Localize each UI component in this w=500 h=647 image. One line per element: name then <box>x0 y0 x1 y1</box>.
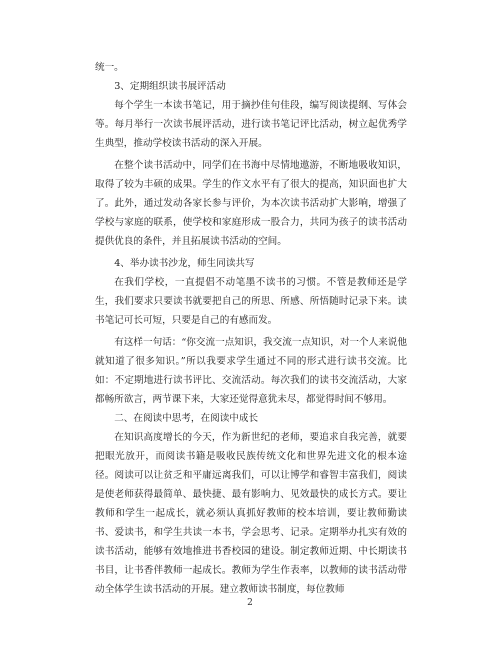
paragraph-reading-notes: 每个学生一本读书笔记，用于摘抄佳句佳段，编写阅读提纲、写体会等。每月举行一次读书展评活动，进行读书笔记评比活动，树立起优秀学生典型，推动学校读书活动的深入开展。 <box>95 100 407 149</box>
document-body <box>95 58 407 599</box>
heading-reading-growth: 二、在阅读中思考，在阅读中成长 <box>114 413 259 424</box>
paragraph-school-habit: 在我们学校，一直提倡不动笔墨不读书的习惯。不管是教师还是学生，我们要求只要读书就要把自己的所思、所感、所悟随时记录下来。读书笔记可长可短，只要是自己的有感而发。 <box>95 277 407 326</box>
paragraph-knowledge-exchange: 有这样一句话：“你交流一点知识，我交流一点知识，对一个人来说他就知道了很多知识。”所以我要求学生通过不同的形式进行读书交流。比如：不定期地进行读书评比、交流活动。每次我们的读书交流活动，大家都畅所欲言，两节课下来，大家还觉得意犹未尽，都觉得时间不够用。 <box>95 337 407 405</box>
heading-reading-salon: 4、举办读书沙龙，师生同读共写 <box>114 258 255 269</box>
heading-reading-exhibition: 3、定期组织读书展评活动 <box>114 81 226 92</box>
page-number: 2 <box>247 598 253 608</box>
paragraph-teacher-growth: 在知识高度增长的今天，作为新世纪的老师，要追求自我完善，就要把眼光放开，而阅读书籍是吸收民族传统文化和世界先进文化的根本途径。阅读可以让贫乏和平庸远离我们，可以让博学和睿智丰富我们，阅读是使老师获得最简单、最快捷、最有影响力、见效最快的成长方式。要让教师和学生一起成长，就必须认真抓好教师的校本培训，要让教师勤读书、爱读书，和学生共读一本书，学会思考、记录。定期举办扎实有效的读书活动，能够有效地推进书香校园的建设。制定教师近期、中长期读书书目，让书香伴教师一起成长。教师为学生作表率，以教师的读书活动带动全体学生读书活动的开展。建立教师读书制度，每位教师 <box>95 432 407 595</box>
paragraph-reading-results: 在整个读书活动中，同学们在书海中尽情地遨游，不断地吸收知识，取得了较为丰硕的成果。学生的作文水平有了很大的提高，知识面也扩大了。此外，通过发动各家长参与评价，为本次读书活动扩大影响，增强了学校与家庭的联系，使学校和家庭形成一股合力，共同为孩子的读书活动提供优良的条件，并且拓展读书活动的空间。 <box>95 160 407 247</box>
paragraph-continuation: 统一。 <box>95 62 124 73</box>
